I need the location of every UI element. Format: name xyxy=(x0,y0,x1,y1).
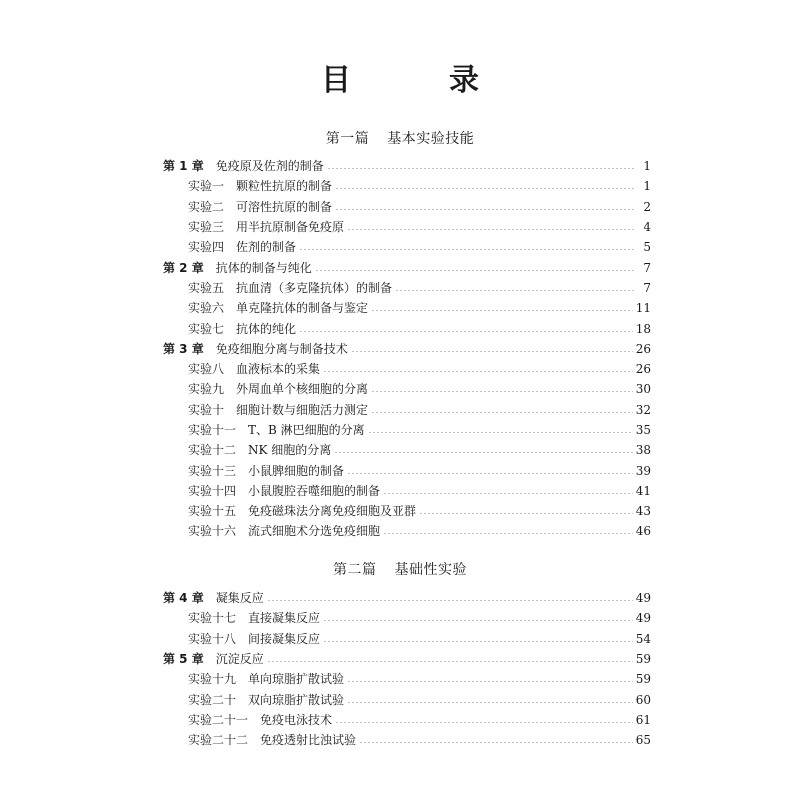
entry-number: 实验二十二 xyxy=(188,733,249,748)
entry-number: 实验二十一 xyxy=(188,712,249,727)
entry-page-number: 61 xyxy=(635,712,651,727)
toc-experiment-entry[interactable] xyxy=(188,460,651,480)
entry-label: 流式细胞术分选免疫细胞 xyxy=(248,524,381,539)
entry-page-number: 65 xyxy=(635,733,651,748)
entry-label: 外周血单个核细胞的分离 xyxy=(236,382,369,397)
entry-label: 直接凝集反应 xyxy=(248,611,321,626)
entry-number: 第 5 章 xyxy=(163,652,204,667)
dot-leader xyxy=(347,473,633,474)
toc-experiment-entry[interactable] xyxy=(188,669,651,689)
entry-page-number: 26 xyxy=(635,362,651,377)
dot-leader xyxy=(299,249,636,250)
toc-chapter-entry[interactable] xyxy=(163,257,651,277)
dot-leader xyxy=(323,620,633,621)
entry-label: 单向琼脂扩散试验 xyxy=(248,672,345,687)
entry-label: 单克隆抗体的制备与鉴定 xyxy=(236,301,369,316)
dot-leader xyxy=(347,702,633,703)
entry-label: 小鼠腹腔吞噬细胞的制备 xyxy=(248,483,381,498)
entry-page-number: 18 xyxy=(635,321,651,336)
entry-number: 实验十五 xyxy=(188,504,237,519)
toc-experiment-entry[interactable] xyxy=(188,420,651,440)
toc-chapter-entry[interactable] xyxy=(163,588,651,608)
entry-page-number: 38 xyxy=(635,443,651,458)
entry-label: 免疫透射比浊试验 xyxy=(260,733,357,748)
entry-label: 免疫原及佐剂的制备 xyxy=(215,159,324,174)
dot-leader xyxy=(327,168,636,169)
dot-leader xyxy=(347,681,633,682)
entry-page-number: 32 xyxy=(635,402,651,417)
entry-label: 可溶性抗原的制备 xyxy=(236,199,333,214)
toc-experiment-entry[interactable] xyxy=(188,217,651,237)
entry-label: 抗体的制备与纯化 xyxy=(215,260,312,275)
toc-chapter-entry[interactable] xyxy=(163,649,651,669)
entry-number: 实验十一 xyxy=(188,423,237,437)
dot-leader xyxy=(315,270,636,271)
entry-label: 佐剂的制备 xyxy=(236,240,297,255)
entry-page-number: 11 xyxy=(635,301,651,316)
entry-label: 凝集反应 xyxy=(215,591,264,606)
entry-label: 抗血清（多克隆抗体）的制备 xyxy=(236,280,393,295)
entry-label: 抗体的纯化 xyxy=(236,321,297,336)
entry-page-number: 59 xyxy=(635,652,651,667)
toc-experiment-entry[interactable] xyxy=(188,237,651,257)
toc-experiment-entry[interactable] xyxy=(188,359,651,379)
entry-page-number: 46 xyxy=(635,524,651,539)
entry-number: 实验十四 xyxy=(188,483,237,498)
page-title: 目 录 xyxy=(321,63,513,98)
part-name: 基础性实验 xyxy=(394,562,467,578)
entry-label: 免疫电泳技术 xyxy=(260,712,333,727)
toc-experiment-entry[interactable] xyxy=(188,298,651,318)
toc-experiment-entry[interactable] xyxy=(188,710,651,730)
dot-leader xyxy=(383,533,633,534)
entry-number: 实验十六 xyxy=(188,524,237,539)
entry-page-number: 41 xyxy=(635,483,651,498)
dot-leader xyxy=(347,229,636,230)
entry-page-number: 1 xyxy=(643,179,651,194)
dot-leader xyxy=(371,310,633,311)
entry-page-number: 49 xyxy=(635,591,651,606)
entry-label: 颗粒性抗原的制备 xyxy=(236,179,333,194)
entry-number: 实验六 xyxy=(188,301,225,316)
entry-number: 实验二十 xyxy=(188,692,237,707)
toc-experiment-entry[interactable] xyxy=(188,730,651,750)
entry-label: 双向琼脂扩散试验 xyxy=(248,692,345,707)
entry-page-number: 49 xyxy=(635,611,651,626)
entry-page-number: 54 xyxy=(635,631,651,646)
entry-number: 实验七 xyxy=(188,321,225,336)
entry-page-number: 35 xyxy=(635,423,651,437)
entry-number: 第 3 章 xyxy=(163,341,204,356)
toc-experiment-entry[interactable] xyxy=(188,318,651,338)
entry-number: 第 2 章 xyxy=(163,260,204,275)
entry-number: 实验五 xyxy=(188,280,225,295)
entry-number: 实验三 xyxy=(188,220,225,235)
dot-leader xyxy=(368,432,633,433)
entry-label: 小鼠脾细胞的制备 xyxy=(248,463,345,478)
dot-leader xyxy=(267,600,633,601)
entry-label: 细胞计数与细胞活力测定 xyxy=(236,402,369,417)
toc-experiment-entry[interactable] xyxy=(188,521,651,541)
toc-experiment-entry[interactable] xyxy=(188,278,651,298)
entry-number: 实验十八 xyxy=(188,631,237,646)
toc-chapter-entry[interactable] xyxy=(163,339,651,359)
entry-number: 实验九 xyxy=(188,382,225,397)
toc-experiment-entry[interactable] xyxy=(188,629,651,649)
entry-label: 免疫细胞分离与制备技术 xyxy=(215,341,348,356)
dot-leader xyxy=(419,513,633,514)
dot-leader xyxy=(334,452,632,453)
entry-label: 间接凝集反应 xyxy=(248,631,321,646)
entry-page-number: 26 xyxy=(635,341,651,356)
entry-number: 实验十九 xyxy=(188,672,237,687)
dot-leader xyxy=(335,188,636,189)
dot-leader xyxy=(359,742,633,743)
toc-experiment-entry[interactable] xyxy=(188,501,651,521)
toc-experiment-entry[interactable] xyxy=(188,400,651,420)
toc-experiment-entry[interactable] xyxy=(188,176,651,196)
dot-leader xyxy=(299,331,633,332)
entry-label: 免疫磁珠法分离免疫细胞及亚群 xyxy=(248,504,417,519)
dot-leader xyxy=(335,209,636,210)
entry-page-number: 7 xyxy=(643,260,651,275)
entry-label: T、B 淋巴细胞的分离 xyxy=(248,423,365,437)
entry-label: 血液标本的采集 xyxy=(236,362,321,377)
entry-number: 实验十 xyxy=(188,402,225,417)
entry-page-number: 30 xyxy=(635,382,651,397)
toc-chapter-entry[interactable] xyxy=(163,156,651,176)
dot-leader xyxy=(267,661,633,662)
part-heading-1 xyxy=(0,128,800,148)
dot-leader xyxy=(335,722,633,723)
dot-leader xyxy=(323,371,633,372)
entry-number: 实验二 xyxy=(188,199,225,214)
toc-experiment-entry[interactable] xyxy=(188,481,651,501)
entry-page-number: 7 xyxy=(643,280,651,295)
entry-number: 第 4 章 xyxy=(163,591,204,606)
dot-leader xyxy=(395,290,636,291)
part-number: 第二篇 xyxy=(333,562,377,578)
toc-experiment-entry[interactable] xyxy=(188,379,651,399)
entry-number: 实验十三 xyxy=(188,463,237,478)
entry-page-number: 1 xyxy=(643,159,651,174)
entry-page-number: 60 xyxy=(635,692,651,707)
entry-page-number: 39 xyxy=(635,463,651,478)
dot-leader xyxy=(351,351,633,352)
entry-label: NK 细胞的分离 xyxy=(248,443,332,458)
part-heading-2 xyxy=(0,559,800,579)
entry-number: 实验十七 xyxy=(188,611,237,626)
entry-page-number: 59 xyxy=(635,672,651,687)
entry-page-number: 4 xyxy=(643,220,651,235)
entry-number: 实验十二 xyxy=(188,443,237,458)
dot-leader xyxy=(323,641,633,642)
part-name: 基本实验技能 xyxy=(387,131,475,147)
entry-number: 实验四 xyxy=(188,240,225,255)
part-number: 第一篇 xyxy=(325,131,370,147)
toc-experiment-entry[interactable] xyxy=(188,197,651,217)
entry-page-number: 2 xyxy=(643,199,651,214)
entry-label: 沉淀反应 xyxy=(215,652,264,667)
dot-leader xyxy=(371,412,633,413)
entry-label: 用半抗原制备免疫原 xyxy=(236,220,345,235)
dot-leader xyxy=(383,493,633,494)
entry-page-number: 43 xyxy=(635,504,651,519)
toc-list-part-1 xyxy=(0,156,800,542)
toc-list-part-2 xyxy=(0,588,800,750)
toc-experiment-entry[interactable] xyxy=(188,689,651,709)
entry-number: 实验八 xyxy=(188,362,225,377)
entry-number: 实验一 xyxy=(188,179,225,194)
toc-experiment-entry[interactable] xyxy=(188,608,651,628)
dot-leader xyxy=(371,391,633,392)
entry-number: 第 1 章 xyxy=(163,159,204,174)
entry-page-number: 5 xyxy=(643,240,651,255)
toc-experiment-entry[interactable] xyxy=(188,440,651,460)
